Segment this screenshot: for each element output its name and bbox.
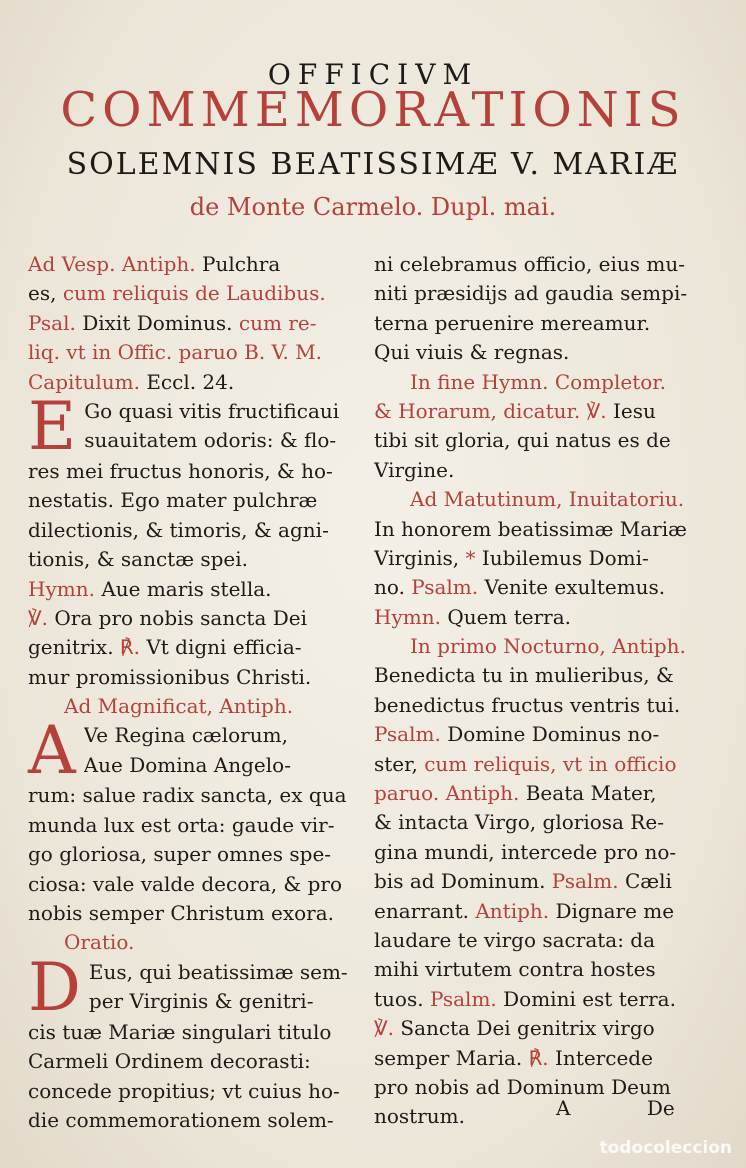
text-line — [374, 926, 726, 955]
drop-cap-initial: E — [28, 387, 77, 465]
text-line — [28, 1018, 358, 1047]
body-text: Sancta Dei genitrix virgo — [400, 1016, 655, 1041]
body-text: Pulchra — [201, 252, 281, 276]
text-line — [374, 397, 726, 426]
text-line — [28, 781, 358, 810]
rubric-text: cum re- — [238, 310, 317, 335]
body-text: es, — [28, 281, 63, 306]
rubric-text: ℟. — [119, 635, 147, 660]
rubric-text: cum reliquis de Laudibus. — [62, 281, 326, 306]
text-line: Go quasi vitis fructificaui — [84, 398, 340, 423]
text-line — [28, 1106, 358, 1135]
catchword: De — [646, 1096, 675, 1120]
text-line — [374, 279, 726, 308]
text-line — [28, 811, 358, 840]
body-text: Domine Dominus no- — [447, 722, 660, 747]
body-text: Dignare me — [555, 898, 675, 923]
rubric-text: ℟. — [528, 1045, 556, 1070]
text-line — [374, 867, 726, 896]
rubric-text: liq. vt in Offic. paruo B. V. M. — [28, 340, 323, 365]
text-line — [374, 779, 726, 808]
body-text: bis ad Dominum. — [374, 869, 552, 894]
text-line — [374, 985, 726, 1014]
text-line — [374, 955, 726, 984]
rubric-text: & Horarum, dicatur. ℣. — [374, 398, 613, 423]
text-line — [28, 545, 358, 574]
rubric-text: Hymn. — [28, 576, 102, 601]
text-line — [28, 928, 358, 957]
text-line — [28, 692, 358, 721]
text-line — [374, 515, 726, 544]
text-line — [374, 456, 726, 485]
text-line — [28, 1047, 358, 1076]
body-text: ciosa: vale valde decora, & pro — [28, 871, 342, 896]
body-text: Dixit Dominus. — [82, 310, 239, 335]
body-text: & intacta Virgo, gloriosa Re- — [374, 810, 664, 835]
rubric-text: Oratio. — [64, 930, 135, 955]
body-text: Domini est terra. — [503, 986, 676, 1011]
rubric-text: Psal. — [28, 310, 83, 335]
rubric-text: Hymn. — [374, 604, 448, 629]
body-text: benedictus fructus ventris tui. — [374, 692, 681, 717]
text-line: per Virginis & genitri- — [88, 989, 314, 1014]
rubric-text: Psalm. — [551, 869, 625, 894]
body-text: In honorem beatissimæ Mariæ — [374, 516, 687, 541]
text-line — [28, 899, 358, 928]
body-text: concede propitius; vt cuius ho- — [28, 1078, 340, 1103]
text-line — [374, 368, 726, 397]
rubric-text: Psalm. — [411, 575, 485, 600]
body-text: munda lux est orta: gaude vir- — [28, 812, 335, 837]
body-text: nostrum. — [374, 1104, 465, 1129]
body-text: Iesu — [612, 398, 656, 423]
body-text: res mei fructus honoris, & ho- — [28, 458, 333, 483]
text-line: suauitatem odoris: & flo- — [84, 428, 337, 453]
body-text: Iubilemus Domi- — [481, 545, 649, 570]
text-line — [28, 250, 358, 279]
text-line — [28, 486, 358, 515]
watermark: todocoleccion — [599, 1138, 732, 1158]
text-line — [28, 309, 358, 338]
text-line — [28, 663, 358, 692]
text-line — [28, 575, 358, 604]
body-text: tibi sit gloria, qui natus es de — [374, 428, 671, 453]
body-text: Virginis, — [374, 545, 466, 570]
body-text: Cæli — [624, 869, 672, 894]
text-line — [28, 368, 358, 397]
body-text: Quem terra. — [447, 604, 572, 629]
text-line — [374, 426, 726, 455]
body-text: dilectionis, & timoris, & agni- — [28, 517, 329, 542]
left-column — [28, 250, 358, 1135]
text-line — [374, 1044, 726, 1073]
rubric-text: Ad Magnificat, Antiph. — [64, 694, 294, 719]
rubric-text: In fine Hymn. Completor. — [410, 369, 666, 394]
title-commemorationis: COMMEMORATIONIS — [60, 82, 686, 138]
text-line — [374, 808, 726, 837]
drop-cap-paragraph — [28, 948, 358, 1026]
body-text: genitrix. — [28, 635, 120, 660]
title-solemnis: SOLEMNIS BEATISSIMÆ V. MARIÆ — [66, 147, 680, 182]
text-line — [374, 338, 726, 367]
text-line — [374, 1014, 726, 1043]
drop-cap-paragraph — [28, 712, 358, 790]
rubric-text: In primo Nocturno, Antiph. — [410, 634, 686, 659]
body-text: mur promissionibus Christi. — [28, 664, 312, 689]
text-line — [28, 457, 358, 486]
body-text: Beata Mater, — [525, 781, 657, 806]
title-officium: OFFICIVM — [267, 58, 479, 91]
text-line — [374, 897, 726, 926]
rubric-text: Antiph. — [475, 898, 556, 923]
body-text: ster, — [374, 751, 425, 776]
body-text: Vt digni efficia- — [146, 635, 302, 660]
body-text: nestatis. Ego mater pulchræ — [28, 488, 318, 513]
text-line — [374, 691, 726, 720]
text-line — [374, 661, 726, 690]
body-text: Aue maris stella. — [101, 576, 272, 601]
text-line — [374, 250, 726, 279]
text-line — [374, 603, 726, 632]
rubric-text: ℣. — [28, 605, 55, 630]
text-line — [374, 750, 726, 779]
body-text: Venite exultemus. — [484, 575, 666, 600]
body-text: laudare te virgo sacrata: da — [374, 927, 656, 952]
text-line — [28, 516, 358, 545]
text-line — [374, 573, 726, 602]
body-text: Carmeli Ordinem decorasti: — [28, 1049, 311, 1074]
rubric-text: cum reliquis, vt in officio — [424, 751, 677, 776]
rubric-text: Psalm. — [374, 722, 448, 747]
text-line — [28, 604, 358, 633]
text-line — [28, 870, 358, 899]
body-text: rum: salue radix sancta, ex qua — [28, 783, 347, 808]
title-de-monte-carmelo: de Monte Carmelo. Dupl. mai. — [189, 193, 557, 221]
text-line: Eus, qui beatissimæ sem- — [88, 959, 348, 984]
drop-cap-initial: D — [28, 948, 81, 1026]
body-text: cis tuæ Mariæ singulari titulo — [28, 1019, 332, 1044]
rubric-text: * — [465, 545, 482, 570]
rubric-text: Ad Matutinum, Inuitatoriu. — [410, 487, 685, 512]
text-line — [28, 840, 358, 869]
body-text: nobis semper Christum exora. — [28, 901, 335, 926]
body-text: die commemorationem solem- — [28, 1107, 334, 1132]
body-text: no. — [374, 575, 412, 600]
text-line — [374, 632, 726, 661]
right-column — [374, 250, 726, 1132]
page-footer — [556, 1096, 726, 1120]
text-line: Aue Domina Angelo- — [83, 752, 291, 777]
text-line — [374, 309, 726, 338]
body-text: gina mundi, intercede pro no- — [374, 839, 677, 864]
body-text: Ora pro nobis sancta Dei — [54, 605, 308, 630]
text-line — [28, 1077, 358, 1106]
body-text: tionis, & sanctæ spei. — [28, 547, 249, 572]
text-line: Ve Regina cælorum, — [83, 723, 288, 748]
text-line — [28, 633, 358, 662]
body-text: tuos. — [374, 986, 430, 1011]
rubric-text: paruo. Antiph. — [374, 781, 526, 806]
drop-cap-paragraph — [28, 387, 358, 465]
text-line — [374, 485, 726, 514]
body-text: mihi virtutem contra hostes — [374, 957, 656, 982]
body-text: terna peruenire mereamur. — [374, 310, 651, 335]
body-text: ni celebramus officio, eius mu- — [374, 252, 685, 276]
body-text: Virgine. — [374, 457, 455, 482]
body-text: enarrant. — [374, 898, 476, 923]
body-text: semper Maria. — [374, 1045, 529, 1070]
body-text: Intercede — [555, 1045, 653, 1070]
rubric-text: Ad Vesp. Antiph. — [28, 252, 202, 276]
body-text: Qui viuis & regnas. — [374, 340, 570, 365]
text-line — [374, 544, 726, 573]
body-text: Benedicta tu in mulieribus, & — [374, 663, 674, 688]
body-text: niti præsidijs ad gaudia sempi- — [374, 281, 688, 306]
text-line — [28, 338, 358, 367]
text-line — [374, 838, 726, 867]
body-text: pro nobis ad Dominum Deum — [374, 1074, 671, 1099]
body-text: go gloriosa, super omnes spe- — [28, 842, 332, 867]
signature-mark: A — [556, 1096, 571, 1120]
text-line — [374, 720, 726, 749]
body-text: Eccl. 24. — [146, 369, 235, 394]
rubric-text: Capitulum. — [28, 369, 147, 394]
drop-cap-initial: A — [28, 712, 76, 790]
text-line — [28, 279, 358, 308]
rubric-text: Psalm. — [429, 986, 504, 1011]
rubric-text: ℣. — [374, 1016, 401, 1041]
